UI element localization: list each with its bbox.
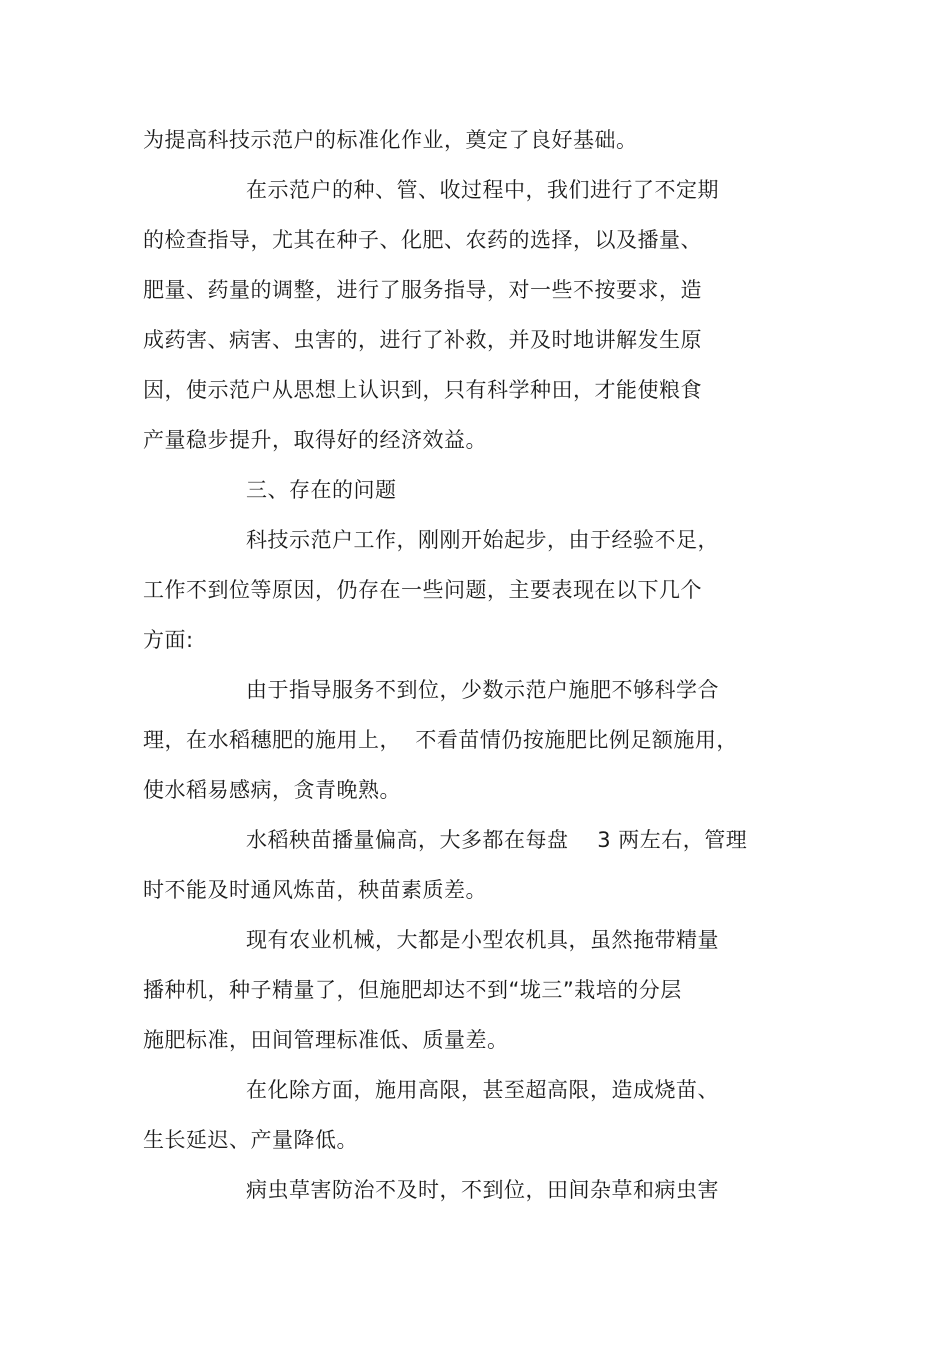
text-line: 时不能及时通风炼苗，秧苗素质差。 (143, 878, 487, 902)
text-line: 理，在水稻穗肥的施用上， 不看苗情仍按施肥比例足额施用， (143, 728, 738, 752)
text-line: 肥量、药量的调整，进行了服务指导，对一些不按要求，造 (143, 278, 702, 302)
text-line: 的检查指导，尤其在种子、化肥、农药的选择，以及播量、 (143, 228, 702, 252)
text-line: 为提高科技示范户的标准化作业，奠定了良好基础。 (143, 128, 638, 152)
text-line: 现有农业机械，大都是小型农机具，虽然拖带精量 (246, 928, 719, 952)
text-line: 方面: (143, 628, 194, 652)
text-line: 播种机，种子精量了，但施肥却达不到“垅三”栽培的分层 (143, 978, 682, 1002)
text-line: 病虫草害防治不及时，不到位，田间杂草和病虫害 (246, 1178, 719, 1202)
text-line: 生长延迟、产量降低。 (143, 1128, 358, 1152)
text-line: 在示范户的种、管、收过程中，我们进行了不定期 (246, 178, 719, 202)
text-line: 因，使示范户从思想上认识到，只有科学种田，才能使粮食 (143, 378, 702, 402)
text-line: 由于指导服务不到位，少数示范户施肥不够科学合 (246, 678, 719, 702)
text-line: 水稻秧苗播量偏高，大多都在每盘 3 两左右，管理 (246, 828, 748, 852)
text-line: 成药害、病害、虫害的，进行了补救，并及时地讲解发生原 (143, 328, 702, 352)
text-line: 工作不到位等原因，仍存在一些问题，主要表现在以下几个 (143, 578, 702, 602)
text-line: 在化除方面，施用高限，甚至超高限，造成烧苗、 (246, 1078, 719, 1102)
text-line: 使水稻易感病，贪青晚熟。 (143, 778, 401, 802)
text-line: 施肥标准，田间管理标准低、质量差。 (143, 1028, 509, 1052)
text-line: 科技示范户工作，刚刚开始起步，由于经验不足， (246, 528, 719, 552)
text-line: 产量稳步提升，取得好的经济效益。 (143, 428, 487, 452)
section-heading: 三、存在的问题 (246, 478, 397, 502)
